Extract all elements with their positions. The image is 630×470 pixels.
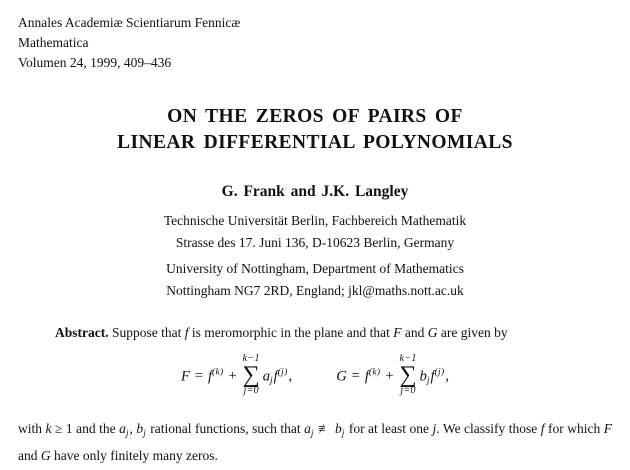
math-var: b <box>419 368 427 385</box>
affiliation-berlin <box>18 210 612 254</box>
sigma-icon: ∑ <box>399 362 417 388</box>
journal-name: Annales Academiæ Scientiarum Fennicæ <box>18 15 241 30</box>
math-var: b <box>136 421 144 436</box>
superscript: (j) <box>434 367 445 378</box>
math-var: f <box>184 325 189 340</box>
math-var: F <box>393 325 402 340</box>
text-run: for at least one <box>345 421 433 436</box>
sum-upper-limit: k−1 <box>242 353 260 364</box>
text-run: with <box>18 421 46 436</box>
affiliation-line: Nottingham NG7 2RD, England; jkl@maths.nott.ac.uk <box>166 283 464 298</box>
paper-title <box>18 104 612 156</box>
equation-G <box>336 354 449 400</box>
text-run: are given by <box>437 325 508 340</box>
summation <box>400 354 417 396</box>
title-line-2: LINEAR DIFFERENTIAL POLYNOMIALS <box>117 132 513 153</box>
text-run: rational functions, such that <box>146 421 305 436</box>
affiliation-line: Technische Universität Berlin, Fachbereich Mathematik <box>163 213 467 228</box>
journal-series: Mathematica <box>18 35 89 50</box>
text-run: , <box>129 421 137 436</box>
journal-volume: Volumen 24, 1999, 409–436 <box>18 55 172 70</box>
math-var: G <box>427 325 438 340</box>
plus-sign: + <box>228 368 237 385</box>
subscript: j <box>341 429 345 439</box>
sigma-icon: ∑ <box>242 362 260 388</box>
superscript: (k) <box>212 367 224 378</box>
math-var: G <box>40 448 51 463</box>
text-run: for which <box>544 421 604 436</box>
comma: , <box>288 368 293 385</box>
affiliation-nottingham <box>18 258 612 302</box>
math-var: a <box>119 421 126 436</box>
text-run: and <box>18 448 41 463</box>
math-var: f <box>273 368 278 385</box>
superscript: (k) <box>368 367 381 378</box>
math-var: f <box>430 368 435 385</box>
subscript: j <box>426 376 430 387</box>
math-var: a <box>262 368 271 385</box>
abstract-closing <box>18 418 612 466</box>
display-formula <box>18 348 612 406</box>
math-var: f <box>540 421 545 436</box>
abstract-intro <box>18 323 612 342</box>
text-run: have only finitely many zeros. <box>50 448 218 463</box>
subscript: j <box>270 376 273 387</box>
math-var: F <box>180 368 190 385</box>
subscript: j <box>143 429 146 439</box>
math-var: f <box>364 368 369 385</box>
abstract-label: Abstract. <box>55 325 109 340</box>
math-var: k <box>45 421 52 436</box>
not-equivalent-sign: ≢ <box>314 421 335 436</box>
math-var: f <box>207 368 213 385</box>
superscript: (j) <box>277 367 288 378</box>
text-run: . We classify those <box>436 421 541 436</box>
math-var: a <box>304 421 311 436</box>
affiliation-line: University of Nottingham, Department of Mathematics <box>166 261 464 276</box>
affiliations <box>18 210 612 302</box>
summation <box>243 354 260 396</box>
equals-sign: = <box>351 368 360 385</box>
text-run: is meromorphic in the plane and that <box>188 325 394 340</box>
math-var: b <box>334 421 342 436</box>
sum-lower-limit: j=0 <box>400 385 416 396</box>
authors: G. Frank and J.K. Langley <box>221 183 409 200</box>
comma: , <box>445 368 450 385</box>
math-var: G <box>336 368 347 385</box>
title-line-1: ON THE ZEROS OF PAIRS OF <box>167 106 463 127</box>
equals-sign: = <box>194 368 203 385</box>
sum-lower-limit: j=0 <box>243 385 259 396</box>
subscript: j <box>125 429 129 439</box>
plus-sign: + <box>385 368 394 385</box>
affiliation-line: Strasse des 17. Juni 136, D-10623 Berlin, Germany <box>175 235 455 250</box>
sum-upper-limit: k−1 <box>399 353 417 364</box>
journal-header <box>18 13 612 73</box>
math-var: F <box>603 421 613 436</box>
text-run: and <box>401 325 428 340</box>
subscript: j <box>310 429 314 439</box>
text-run: Suppose that <box>108 325 185 340</box>
text-run: ≥ 1 and the <box>51 421 120 436</box>
math-var: j <box>432 421 437 436</box>
equation-F <box>181 354 292 400</box>
